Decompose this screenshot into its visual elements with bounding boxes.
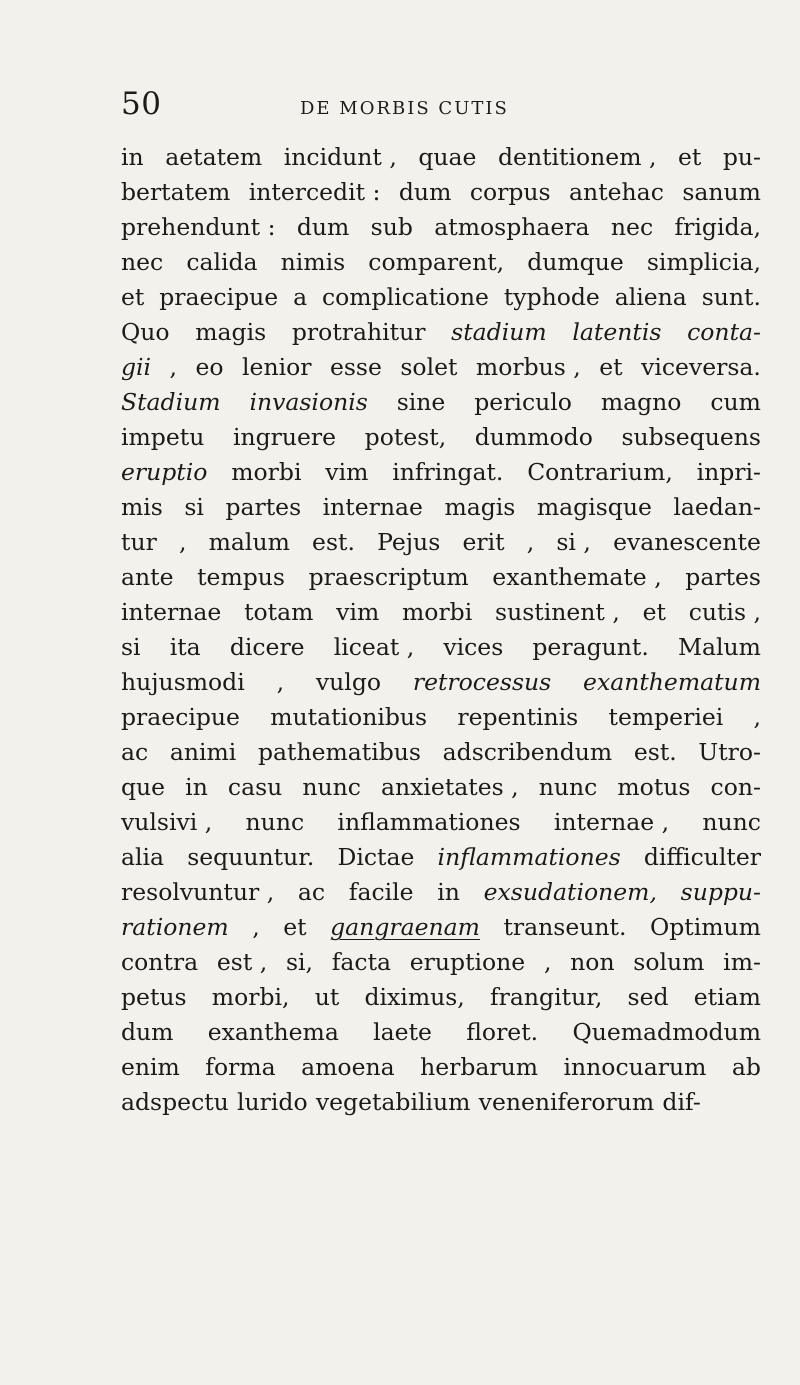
page-number: 50 (121, 86, 162, 122)
word: in (121, 143, 144, 171)
word: erit (462, 528, 505, 556)
word: eo (195, 353, 224, 381)
word: nec (610, 213, 654, 241)
word: aetatem (165, 143, 263, 171)
word: ante (121, 563, 174, 591)
word: dummodo (474, 423, 593, 451)
word: cutis , (688, 598, 761, 626)
word: magis (444, 493, 516, 521)
text-line (121, 210, 761, 245)
word: dum (398, 178, 452, 206)
word: adscribendum (442, 738, 613, 766)
word: resolvuntur , (121, 878, 275, 906)
word: in (437, 878, 460, 906)
italic-term: eruptio (121, 458, 208, 486)
page-header (0, 86, 800, 126)
word: evanescente (613, 528, 761, 556)
text-line (121, 910, 761, 945)
word: magisque (536, 493, 652, 521)
word: exanthema (207, 1018, 339, 1046)
word: adspectu (121, 1088, 229, 1116)
word: floret. (466, 1018, 539, 1046)
word: , (252, 913, 260, 941)
word: vulsivi , (121, 808, 213, 836)
word: im- (723, 948, 761, 976)
word: est. (633, 738, 677, 766)
word: viceversa. (641, 353, 761, 381)
word: solum (633, 948, 705, 976)
word: facile (348, 878, 414, 906)
word: ut (314, 983, 340, 1011)
italic-term: rationem (121, 913, 229, 941)
word: dif- (662, 1088, 701, 1116)
italic-term: stadium (451, 318, 547, 346)
italic-term: conta- (687, 318, 761, 346)
word: solet (400, 353, 458, 381)
word: amoena (301, 1053, 395, 1081)
word: eruptione (409, 948, 526, 976)
word: ingruere (232, 423, 337, 451)
word: praecipue (159, 283, 279, 311)
word: petus (121, 983, 187, 1011)
body-text (121, 140, 761, 1120)
word: nimis (280, 248, 346, 276)
word: Quemadmodum (572, 1018, 761, 1046)
word: in (185, 773, 208, 801)
text-line (121, 665, 761, 700)
word: impetu (121, 423, 205, 451)
word: ac (297, 878, 326, 906)
word: pu- (722, 143, 761, 171)
word: si (121, 633, 141, 661)
text-line (121, 875, 761, 910)
text-line (121, 770, 761, 805)
word: veneniferorum (478, 1088, 655, 1116)
word: morbi, (211, 983, 290, 1011)
text-line (121, 945, 761, 980)
word: cum (710, 388, 761, 416)
word: ac (121, 738, 149, 766)
word: ita (169, 633, 201, 661)
word: difficulter (643, 843, 761, 871)
word: incidunt , (283, 143, 397, 171)
italic-term: gii (121, 353, 152, 381)
word: est. (312, 528, 355, 556)
italic-term: latentis (572, 318, 662, 346)
word: , (526, 528, 535, 556)
word: , (178, 528, 187, 556)
word: Pejus (377, 528, 441, 556)
text-line (121, 1050, 761, 1085)
word: frigida, (674, 213, 761, 241)
word: nunc (702, 808, 761, 836)
word: infringat. (392, 458, 504, 486)
word: inflammationes (337, 808, 521, 836)
word: que (121, 773, 166, 801)
word: dentitionem , (498, 143, 657, 171)
text-line (121, 840, 761, 875)
word: Optimum (649, 913, 761, 941)
text-line (121, 1015, 761, 1050)
word: dumque (527, 248, 624, 276)
word: mutationibus (270, 703, 428, 731)
text-line (121, 1085, 761, 1120)
word: sequuntur. (187, 843, 315, 871)
word: anxietates , (381, 773, 519, 801)
italic-term: suppu- (680, 878, 761, 906)
word: periculo (474, 388, 572, 416)
word: Utro- (698, 738, 761, 766)
word: calida (186, 248, 258, 276)
word: corpus (469, 178, 551, 206)
word: quae (418, 143, 477, 171)
word: typhode (503, 283, 600, 311)
word: si, (285, 948, 313, 976)
running-title: DE MORBIS CUTIS (300, 98, 509, 119)
word: praescriptum (308, 563, 469, 591)
text-line (121, 280, 761, 315)
word: sed (627, 983, 669, 1011)
text-line (121, 420, 761, 455)
text-line (121, 490, 761, 525)
word: dum (121, 1018, 174, 1046)
word: intercedit : (248, 178, 381, 206)
word: internae , (553, 808, 670, 836)
word: potest, (364, 423, 447, 451)
text-line (121, 245, 761, 280)
word: innocuarum (563, 1053, 707, 1081)
word: facta (331, 948, 392, 976)
word: diximus, (364, 983, 465, 1011)
word: bertatem (121, 178, 231, 206)
word: lenior (242, 353, 312, 381)
italic-term: Stadium (121, 388, 221, 416)
text-line (121, 805, 761, 840)
word: exanthemate , (492, 563, 662, 591)
italic-term: exanthematum (583, 668, 761, 696)
word: si (184, 493, 204, 521)
text-line (121, 175, 761, 210)
word: laete (373, 1018, 432, 1046)
word: vices (443, 633, 504, 661)
word: repentinis (457, 703, 579, 731)
word: protrahitur (291, 318, 426, 346)
word: sustinent , (495, 598, 620, 626)
italic-term: retrocessus (412, 668, 552, 696)
word: temperiei (608, 703, 724, 731)
word: nunc (538, 773, 598, 801)
word: ab (731, 1053, 761, 1081)
text-line (121, 980, 761, 1015)
word: Quo (121, 318, 170, 346)
word: a (293, 283, 308, 311)
word: vulgo (315, 668, 382, 696)
word: magno (600, 388, 682, 416)
word: liceat , (333, 633, 415, 661)
word: est , (216, 948, 268, 976)
text-line (121, 560, 761, 595)
word: vim (325, 458, 369, 486)
word: atmosphaera (434, 213, 590, 241)
text-line (121, 735, 761, 770)
word: herbarum (420, 1053, 539, 1081)
text-line (121, 455, 761, 490)
word: sub (370, 213, 413, 241)
word: , (753, 703, 761, 731)
text-line (121, 595, 761, 630)
word: prehendunt : (121, 213, 276, 241)
word: enim (121, 1053, 180, 1081)
word: laedan- (673, 493, 761, 521)
word: vim (336, 598, 380, 626)
word: inpri- (696, 458, 761, 486)
word: frangitur, (489, 983, 603, 1011)
word: partes (225, 493, 302, 521)
word: dum (296, 213, 350, 241)
word: nunc (245, 808, 305, 836)
word: esse (329, 353, 382, 381)
text-line (121, 315, 761, 350)
word: contra (121, 948, 199, 976)
text-line (121, 525, 761, 560)
word: transeunt. (503, 913, 627, 941)
word: praecipue (121, 703, 240, 731)
italic-term: gangraenam (330, 913, 480, 941)
word: subsequens (621, 423, 761, 451)
word: casu (227, 773, 283, 801)
word: et (599, 353, 623, 381)
word: et (677, 143, 702, 171)
word: simplicia, (646, 248, 761, 276)
word: totam (244, 598, 314, 626)
word: , (276, 668, 285, 696)
word: sunt. (701, 283, 761, 311)
italic-term: exsudationem, (483, 878, 657, 906)
italic-term: inflammationes (437, 843, 621, 871)
word: lurido (237, 1088, 308, 1116)
word: forma (205, 1053, 276, 1081)
word: , (543, 948, 552, 976)
word: alia (121, 843, 165, 871)
word: pathematibus (257, 738, 421, 766)
word: magis (195, 318, 267, 346)
word: nunc (302, 773, 361, 801)
text-line (121, 700, 761, 735)
word: partes (685, 563, 761, 591)
word: tempus (197, 563, 285, 591)
word: morbus , (475, 353, 581, 381)
word: con- (710, 773, 761, 801)
italic-term: invasionis (249, 388, 368, 416)
word: morbi (231, 458, 302, 486)
word: sanum (682, 178, 761, 206)
word: morbi (402, 598, 473, 626)
word: peragunt. (532, 633, 649, 661)
word: non (570, 948, 615, 976)
text-line (121, 630, 761, 665)
text-line (121, 140, 761, 175)
word: , (169, 353, 178, 381)
word: aliena (614, 283, 687, 311)
word: internae (121, 598, 222, 626)
word: Malum (677, 633, 761, 661)
word: et (121, 283, 145, 311)
word: animi (169, 738, 237, 766)
word: mis (121, 493, 163, 521)
word: hujusmodi (121, 668, 245, 696)
word: nec (121, 248, 164, 276)
word: tur (121, 528, 157, 556)
text-line (121, 350, 761, 385)
word: internae (322, 493, 423, 521)
word: comparent, (368, 248, 505, 276)
word: dicere (229, 633, 305, 661)
word: vegetabilium (315, 1088, 471, 1116)
word: motus (617, 773, 691, 801)
word: Dictae (337, 843, 415, 871)
word: antehac (569, 178, 664, 206)
word: Contrarium, (527, 458, 673, 486)
word: et (283, 913, 307, 941)
text-line (121, 385, 761, 420)
word: et (642, 598, 666, 626)
word: malum (208, 528, 290, 556)
word: sine (396, 388, 446, 416)
word: si , (556, 528, 591, 556)
word: complicatione (321, 283, 489, 311)
word: etiam (693, 983, 761, 1011)
